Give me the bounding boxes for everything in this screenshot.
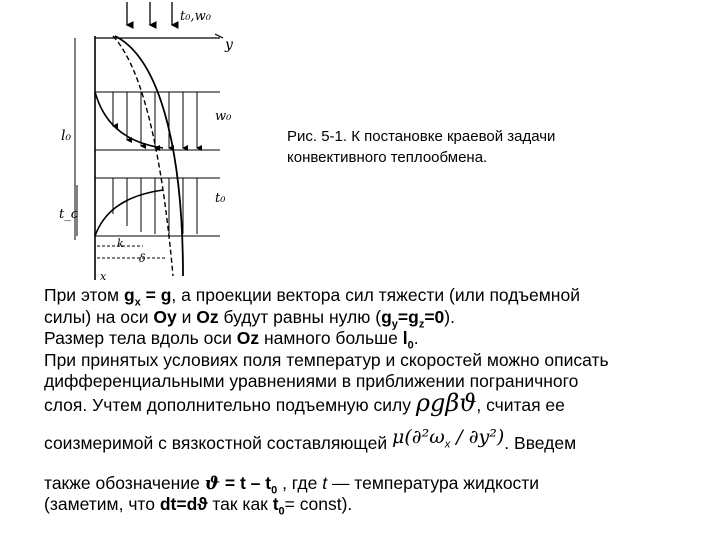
text-line-1: При этом $g_x = g$, а проекции вектора сил тяжести (или подъемной: [44, 285, 580, 309]
text-line-4: При принятых условиях поля температур и скоростей можно описать: [44, 349, 609, 370]
label-x: x: [100, 270, 107, 283]
label-k: k: [117, 237, 124, 250]
label-t0: t₀: [215, 191, 226, 206]
body-text: [44, 285, 714, 516]
label-tc: t_c: [59, 207, 79, 222]
caption-line-1: Рис. 5-1. К постановке краевой задачи: [287, 128, 556, 145]
text-line-9: (заметим, что dt=dϑ так как $t_0=$ const).: [44, 494, 353, 518]
text-line-5: дифференциальными уравнениями в приближении пограничного: [44, 371, 579, 391]
text-line-3: Размер тела вдоль оси Oz намного больше $l_0$.: [44, 328, 419, 352]
viscous-term: $\mu(\partial^2\omega_x / \partial y^2)$: [392, 425, 505, 450]
label-l0: l₀: [61, 128, 72, 144]
figure-caption: [287, 126, 687, 168]
label-y: y: [225, 37, 233, 53]
text-line-8: также обозначение $ϑ = t - t_0$ , где t — температура жидкости: [44, 472, 540, 496]
boundary-layer-diagram: [55, 0, 250, 285]
boundary-layer-figure: [55, 0, 250, 285]
label-w0: w₀: [215, 109, 232, 124]
text-line-6: слоя. Учтем дополнительно подъемную силу ρgβϑ, считая ее: [44, 388, 565, 417]
label-delta: δ: [139, 252, 146, 265]
label-t0-w0: t₀,w₀: [180, 9, 211, 24]
buoyancy-term: ρgβϑ: [415, 388, 477, 417]
text-line-2: силы) на оси Oy и Oz будут равны нулю $(g_y=g_z=0)$.: [44, 306, 455, 330]
incoming-flow-arrows: [127, 2, 172, 25]
text-line-7: соизмеримой с вязкостной составляющей $\mu(\partial^2\omega_x / \partial y^2)$. Введем: [44, 427, 714, 473]
caption-line-2: конвективного теплообмена.: [287, 149, 488, 166]
